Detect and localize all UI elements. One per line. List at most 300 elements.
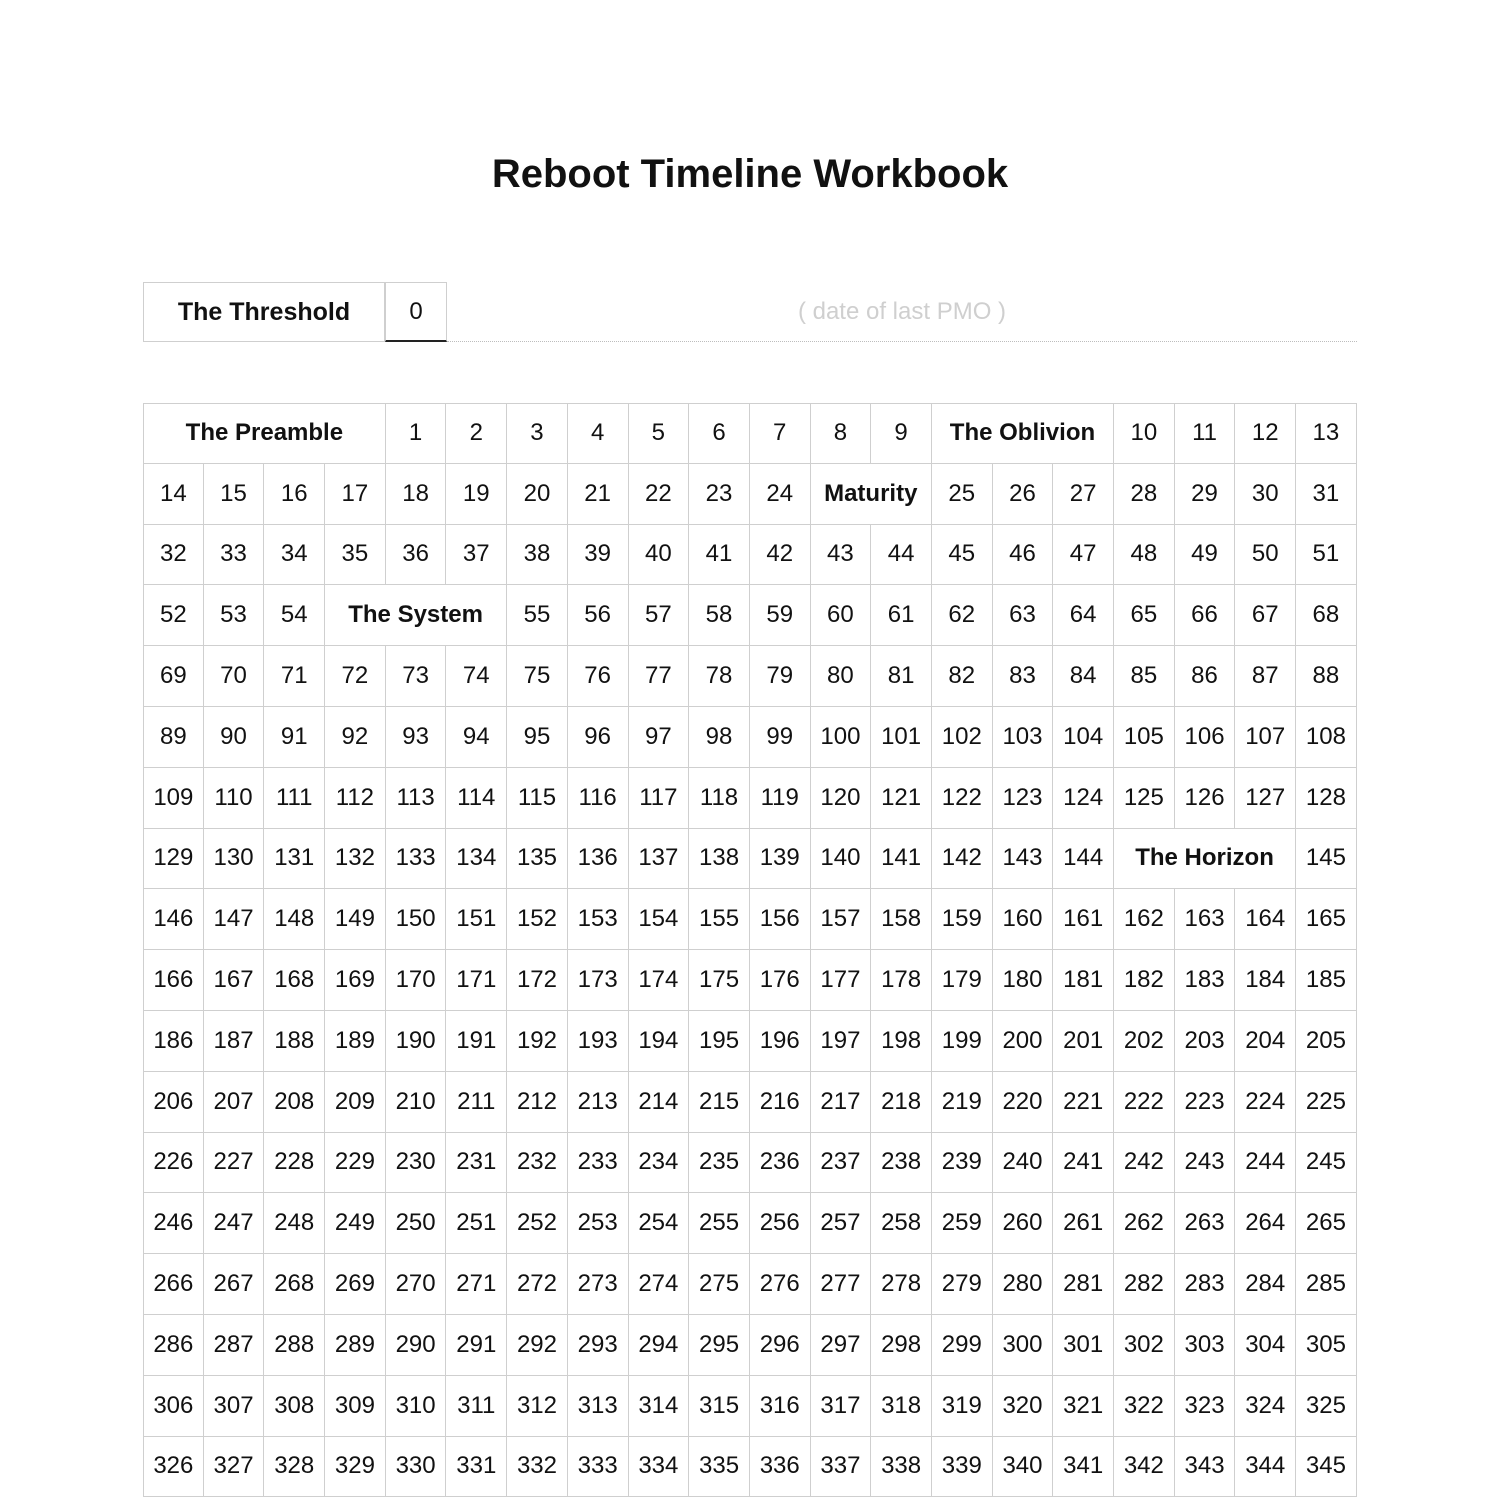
day-cell[interactable]: 154 xyxy=(629,889,690,950)
day-cell[interactable]: 206 xyxy=(143,1072,204,1133)
day-cell[interactable]: 1 xyxy=(386,403,447,464)
day-cell[interactable]: 239 xyxy=(932,1133,993,1194)
day-cell[interactable]: 174 xyxy=(629,950,690,1011)
day-cell[interactable]: 293 xyxy=(568,1315,629,1376)
day-cell[interactable]: 320 xyxy=(993,1376,1054,1437)
day-cell[interactable]: 304 xyxy=(1235,1315,1296,1376)
day-cell[interactable]: 197 xyxy=(811,1011,872,1072)
day-cell[interactable]: 105 xyxy=(1114,707,1175,768)
day-cell[interactable]: 258 xyxy=(871,1193,932,1254)
day-cell[interactable]: 169 xyxy=(325,950,386,1011)
day-cell[interactable]: 173 xyxy=(568,950,629,1011)
day-cell[interactable]: 280 xyxy=(993,1254,1054,1315)
day-cell[interactable]: 323 xyxy=(1175,1376,1236,1437)
day-cell[interactable]: 193 xyxy=(568,1011,629,1072)
day-cell[interactable]: 134 xyxy=(446,829,507,890)
day-cell[interactable]: 267 xyxy=(204,1254,265,1315)
day-cell[interactable]: 165 xyxy=(1296,889,1357,950)
day-cell[interactable]: 64 xyxy=(1053,585,1114,646)
day-cell[interactable]: 118 xyxy=(689,768,750,829)
day-cell[interactable]: 309 xyxy=(325,1376,386,1437)
day-cell[interactable]: 254 xyxy=(629,1193,690,1254)
day-cell[interactable]: 65 xyxy=(1114,585,1175,646)
day-cell[interactable]: 166 xyxy=(143,950,204,1011)
day-cell[interactable]: 83 xyxy=(993,646,1054,707)
day-cell[interactable]: 244 xyxy=(1235,1133,1296,1194)
day-cell[interactable]: 117 xyxy=(629,768,690,829)
day-cell[interactable]: 10 xyxy=(1114,403,1175,464)
day-cell[interactable]: 151 xyxy=(446,889,507,950)
day-cell[interactable]: 336 xyxy=(750,1437,811,1498)
day-cell[interactable]: 150 xyxy=(386,889,447,950)
day-cell[interactable]: 12 xyxy=(1235,403,1296,464)
day-cell[interactable]: 72 xyxy=(325,646,386,707)
day-cell[interactable]: 2 xyxy=(446,403,507,464)
day-cell[interactable]: 152 xyxy=(507,889,568,950)
day-cell[interactable]: 56 xyxy=(568,585,629,646)
day-cell[interactable]: 167 xyxy=(204,950,265,1011)
day-cell[interactable]: 98 xyxy=(689,707,750,768)
day-cell[interactable]: 305 xyxy=(1296,1315,1357,1376)
day-cell[interactable]: 329 xyxy=(325,1437,386,1498)
day-cell[interactable]: 198 xyxy=(871,1011,932,1072)
day-cell[interactable]: 192 xyxy=(507,1011,568,1072)
day-cell[interactable]: 69 xyxy=(143,646,204,707)
day-cell[interactable]: 80 xyxy=(811,646,872,707)
day-cell[interactable]: 268 xyxy=(264,1254,325,1315)
day-cell[interactable]: 233 xyxy=(568,1133,629,1194)
day-cell[interactable]: 164 xyxy=(1235,889,1296,950)
day-cell[interactable]: 30 xyxy=(1235,464,1296,525)
day-cell[interactable]: 240 xyxy=(993,1133,1054,1194)
day-cell[interactable]: 290 xyxy=(386,1315,447,1376)
day-cell[interactable]: 194 xyxy=(629,1011,690,1072)
day-cell[interactable]: 302 xyxy=(1114,1315,1175,1376)
day-cell[interactable]: 209 xyxy=(325,1072,386,1133)
day-cell[interactable]: 144 xyxy=(1053,829,1114,890)
day-cell[interactable]: 6 xyxy=(689,403,750,464)
day-cell[interactable]: 236 xyxy=(750,1133,811,1194)
day-cell[interactable]: 311 xyxy=(446,1376,507,1437)
day-cell[interactable]: 275 xyxy=(689,1254,750,1315)
day-cell[interactable]: 332 xyxy=(507,1437,568,1498)
day-cell[interactable]: 139 xyxy=(750,829,811,890)
day-cell[interactable]: 97 xyxy=(629,707,690,768)
day-cell[interactable]: 303 xyxy=(1175,1315,1236,1376)
day-cell[interactable]: 94 xyxy=(446,707,507,768)
day-cell[interactable]: 99 xyxy=(750,707,811,768)
day-cell[interactable]: 32 xyxy=(143,525,204,586)
day-cell[interactable]: 66 xyxy=(1175,585,1236,646)
day-cell[interactable]: 24 xyxy=(750,464,811,525)
day-cell[interactable]: 184 xyxy=(1235,950,1296,1011)
day-cell[interactable]: 108 xyxy=(1296,707,1357,768)
date-of-last-pmo-field[interactable]: ( date of last PMO ) xyxy=(447,282,1357,342)
day-cell[interactable]: 88 xyxy=(1296,646,1357,707)
day-cell[interactable]: 300 xyxy=(993,1315,1054,1376)
day-cell[interactable]: 259 xyxy=(932,1193,993,1254)
day-cell[interactable]: 285 xyxy=(1296,1254,1357,1315)
day-cell[interactable]: 140 xyxy=(811,829,872,890)
day-cell[interactable]: 337 xyxy=(811,1437,872,1498)
day-cell[interactable]: 70 xyxy=(204,646,265,707)
day-cell[interactable]: 331 xyxy=(446,1437,507,1498)
day-cell[interactable]: 115 xyxy=(507,768,568,829)
day-cell[interactable]: 284 xyxy=(1235,1254,1296,1315)
day-cell[interactable]: 270 xyxy=(386,1254,447,1315)
day-cell[interactable]: 183 xyxy=(1175,950,1236,1011)
day-cell[interactable]: 310 xyxy=(386,1376,447,1437)
day-cell[interactable]: 234 xyxy=(629,1133,690,1194)
day-cell[interactable]: 133 xyxy=(386,829,447,890)
day-cell[interactable]: 26 xyxy=(993,464,1054,525)
day-cell[interactable]: 318 xyxy=(871,1376,932,1437)
day-cell[interactable]: 112 xyxy=(325,768,386,829)
day-cell[interactable]: 42 xyxy=(750,525,811,586)
day-cell[interactable]: 330 xyxy=(386,1437,447,1498)
day-cell[interactable]: 55 xyxy=(507,585,568,646)
day-cell[interactable]: 143 xyxy=(993,829,1054,890)
day-cell[interactable]: 39 xyxy=(568,525,629,586)
day-cell[interactable]: 228 xyxy=(264,1133,325,1194)
day-cell[interactable]: 322 xyxy=(1114,1376,1175,1437)
day-cell[interactable]: 74 xyxy=(446,646,507,707)
day-cell[interactable]: 211 xyxy=(446,1072,507,1133)
day-cell[interactable]: 137 xyxy=(629,829,690,890)
day-cell[interactable]: 9 xyxy=(871,403,932,464)
day-cell[interactable]: 47 xyxy=(1053,525,1114,586)
day-cell[interactable]: 158 xyxy=(871,889,932,950)
day-cell[interactable]: 100 xyxy=(811,707,872,768)
day-cell[interactable]: 242 xyxy=(1114,1133,1175,1194)
day-cell[interactable]: 84 xyxy=(1053,646,1114,707)
day-cell[interactable]: 103 xyxy=(993,707,1054,768)
day-cell[interactable]: 260 xyxy=(993,1193,1054,1254)
day-cell[interactable]: 141 xyxy=(871,829,932,890)
day-cell[interactable]: 257 xyxy=(811,1193,872,1254)
day-cell[interactable]: 60 xyxy=(811,585,872,646)
day-cell[interactable]: 205 xyxy=(1296,1011,1357,1072)
day-cell[interactable]: 82 xyxy=(932,646,993,707)
day-cell[interactable]: 307 xyxy=(204,1376,265,1437)
day-cell[interactable]: 146 xyxy=(143,889,204,950)
day-cell[interactable]: 344 xyxy=(1235,1437,1296,1498)
day-cell[interactable]: 114 xyxy=(446,768,507,829)
day-cell[interactable]: 145 xyxy=(1296,829,1357,890)
day-cell[interactable]: 271 xyxy=(446,1254,507,1315)
day-cell[interactable]: 340 xyxy=(993,1437,1054,1498)
day-cell[interactable]: 325 xyxy=(1296,1376,1357,1437)
day-cell[interactable]: 273 xyxy=(568,1254,629,1315)
day-cell[interactable]: 59 xyxy=(750,585,811,646)
day-cell[interactable]: 48 xyxy=(1114,525,1175,586)
day-cell[interactable]: 107 xyxy=(1235,707,1296,768)
day-cell[interactable]: 317 xyxy=(811,1376,872,1437)
day-cell[interactable]: 130 xyxy=(204,829,265,890)
day-cell[interactable]: 131 xyxy=(264,829,325,890)
day-cell[interactable]: 142 xyxy=(932,829,993,890)
day-cell[interactable]: 106 xyxy=(1175,707,1236,768)
day-cell[interactable]: 188 xyxy=(264,1011,325,1072)
day-cell[interactable]: 57 xyxy=(629,585,690,646)
day-cell[interactable]: 328 xyxy=(264,1437,325,1498)
day-cell[interactable]: 138 xyxy=(689,829,750,890)
day-cell[interactable]: 92 xyxy=(325,707,386,768)
day-cell[interactable]: 297 xyxy=(811,1315,872,1376)
threshold-value[interactable]: 0 xyxy=(385,282,447,342)
day-cell[interactable]: 249 xyxy=(325,1193,386,1254)
day-cell[interactable]: 339 xyxy=(932,1437,993,1498)
day-cell[interactable]: 296 xyxy=(750,1315,811,1376)
day-cell[interactable]: 298 xyxy=(871,1315,932,1376)
day-cell[interactable]: 250 xyxy=(386,1193,447,1254)
day-cell[interactable]: 132 xyxy=(325,829,386,890)
day-cell[interactable]: 46 xyxy=(993,525,1054,586)
day-cell[interactable]: 196 xyxy=(750,1011,811,1072)
day-cell[interactable]: 90 xyxy=(204,707,265,768)
day-cell[interactable]: 95 xyxy=(507,707,568,768)
day-cell[interactable]: 73 xyxy=(386,646,447,707)
day-cell[interactable]: 51 xyxy=(1296,525,1357,586)
day-cell[interactable]: 121 xyxy=(871,768,932,829)
day-cell[interactable]: 20 xyxy=(507,464,568,525)
day-cell[interactable]: 156 xyxy=(750,889,811,950)
day-cell[interactable]: 212 xyxy=(507,1072,568,1133)
day-cell[interactable]: 283 xyxy=(1175,1254,1236,1315)
day-cell[interactable]: 111 xyxy=(264,768,325,829)
day-cell[interactable]: 180 xyxy=(993,950,1054,1011)
day-cell[interactable]: 179 xyxy=(932,950,993,1011)
day-cell[interactable]: 153 xyxy=(568,889,629,950)
day-cell[interactable]: 63 xyxy=(993,585,1054,646)
day-cell[interactable]: 123 xyxy=(993,768,1054,829)
day-cell[interactable]: 292 xyxy=(507,1315,568,1376)
day-cell[interactable]: 147 xyxy=(204,889,265,950)
day-cell[interactable]: 116 xyxy=(568,768,629,829)
day-cell[interactable]: 274 xyxy=(629,1254,690,1315)
day-cell[interactable]: 200 xyxy=(993,1011,1054,1072)
day-cell[interactable]: 102 xyxy=(932,707,993,768)
day-cell[interactable]: 34 xyxy=(264,525,325,586)
day-cell[interactable]: 247 xyxy=(204,1193,265,1254)
day-cell[interactable]: 243 xyxy=(1175,1133,1236,1194)
day-cell[interactable]: 43 xyxy=(811,525,872,586)
day-cell[interactable]: 263 xyxy=(1175,1193,1236,1254)
day-cell[interactable]: 316 xyxy=(750,1376,811,1437)
day-cell[interactable]: 71 xyxy=(264,646,325,707)
day-cell[interactable]: 35 xyxy=(325,525,386,586)
day-cell[interactable]: 110 xyxy=(204,768,265,829)
day-cell[interactable]: 334 xyxy=(629,1437,690,1498)
day-cell[interactable]: 161 xyxy=(1053,889,1114,950)
day-cell[interactable]: 4 xyxy=(568,403,629,464)
day-cell[interactable]: 149 xyxy=(325,889,386,950)
day-cell[interactable]: 264 xyxy=(1235,1193,1296,1254)
day-cell[interactable]: 127 xyxy=(1235,768,1296,829)
day-cell[interactable]: 187 xyxy=(204,1011,265,1072)
day-cell[interactable]: 272 xyxy=(507,1254,568,1315)
day-cell[interactable]: 321 xyxy=(1053,1376,1114,1437)
day-cell[interactable]: 14 xyxy=(143,464,204,525)
day-cell[interactable]: 113 xyxy=(386,768,447,829)
day-cell[interactable]: 109 xyxy=(143,768,204,829)
day-cell[interactable]: 291 xyxy=(446,1315,507,1376)
day-cell[interactable]: 253 xyxy=(568,1193,629,1254)
day-cell[interactable]: 21 xyxy=(568,464,629,525)
day-cell[interactable]: 213 xyxy=(568,1072,629,1133)
day-cell[interactable]: 38 xyxy=(507,525,568,586)
day-cell[interactable]: 343 xyxy=(1175,1437,1236,1498)
day-cell[interactable]: 312 xyxy=(507,1376,568,1437)
day-cell[interactable]: 62 xyxy=(932,585,993,646)
day-cell[interactable]: 44 xyxy=(871,525,932,586)
day-cell[interactable]: 171 xyxy=(446,950,507,1011)
day-cell[interactable]: 87 xyxy=(1235,646,1296,707)
day-cell[interactable]: 308 xyxy=(264,1376,325,1437)
day-cell[interactable]: 93 xyxy=(386,707,447,768)
day-cell[interactable]: 207 xyxy=(204,1072,265,1133)
day-cell[interactable]: 294 xyxy=(629,1315,690,1376)
day-cell[interactable]: 128 xyxy=(1296,768,1357,829)
day-cell[interactable]: 36 xyxy=(386,525,447,586)
day-cell[interactable]: 299 xyxy=(932,1315,993,1376)
day-cell[interactable]: 238 xyxy=(871,1133,932,1194)
day-cell[interactable]: 282 xyxy=(1114,1254,1175,1315)
day-cell[interactable]: 45 xyxy=(932,525,993,586)
day-cell[interactable]: 33 xyxy=(204,525,265,586)
day-cell[interactable]: 160 xyxy=(993,889,1054,950)
day-cell[interactable]: 119 xyxy=(750,768,811,829)
day-cell[interactable]: 248 xyxy=(264,1193,325,1254)
day-cell[interactable]: 195 xyxy=(689,1011,750,1072)
day-cell[interactable]: 5 xyxy=(629,403,690,464)
day-cell[interactable]: 124 xyxy=(1053,768,1114,829)
day-cell[interactable]: 203 xyxy=(1175,1011,1236,1072)
day-cell[interactable]: 256 xyxy=(750,1193,811,1254)
day-cell[interactable]: 229 xyxy=(325,1133,386,1194)
day-cell[interactable]: 202 xyxy=(1114,1011,1175,1072)
day-cell[interactable]: 279 xyxy=(932,1254,993,1315)
day-cell[interactable]: 288 xyxy=(264,1315,325,1376)
day-cell[interactable]: 313 xyxy=(568,1376,629,1437)
day-cell[interactable]: 89 xyxy=(143,707,204,768)
day-cell[interactable]: 246 xyxy=(143,1193,204,1254)
day-cell[interactable]: 281 xyxy=(1053,1254,1114,1315)
day-cell[interactable]: 314 xyxy=(629,1376,690,1437)
day-cell[interactable]: 75 xyxy=(507,646,568,707)
day-cell[interactable]: 215 xyxy=(689,1072,750,1133)
day-cell[interactable]: 338 xyxy=(871,1437,932,1498)
day-cell[interactable]: 129 xyxy=(143,829,204,890)
day-cell[interactable]: 230 xyxy=(386,1133,447,1194)
day-cell[interactable]: 23 xyxy=(689,464,750,525)
day-cell[interactable]: 176 xyxy=(750,950,811,1011)
day-cell[interactable]: 28 xyxy=(1114,464,1175,525)
day-cell[interactable]: 16 xyxy=(264,464,325,525)
day-cell[interactable]: 85 xyxy=(1114,646,1175,707)
day-cell[interactable]: 157 xyxy=(811,889,872,950)
day-cell[interactable]: 262 xyxy=(1114,1193,1175,1254)
day-cell[interactable]: 178 xyxy=(871,950,932,1011)
day-cell[interactable]: 29 xyxy=(1175,464,1236,525)
day-cell[interactable]: 27 xyxy=(1053,464,1114,525)
day-cell[interactable]: 68 xyxy=(1296,585,1357,646)
day-cell[interactable]: 255 xyxy=(689,1193,750,1254)
day-cell[interactable]: 22 xyxy=(629,464,690,525)
day-cell[interactable]: 40 xyxy=(629,525,690,586)
day-cell[interactable]: 17 xyxy=(325,464,386,525)
day-cell[interactable]: 49 xyxy=(1175,525,1236,586)
day-cell[interactable]: 208 xyxy=(264,1072,325,1133)
day-cell[interactable]: 241 xyxy=(1053,1133,1114,1194)
day-cell[interactable]: 210 xyxy=(386,1072,447,1133)
day-cell[interactable]: 7 xyxy=(750,403,811,464)
day-cell[interactable]: 135 xyxy=(507,829,568,890)
day-cell[interactable]: 86 xyxy=(1175,646,1236,707)
day-cell[interactable]: 265 xyxy=(1296,1193,1357,1254)
day-cell[interactable]: 327 xyxy=(204,1437,265,1498)
day-cell[interactable]: 172 xyxy=(507,950,568,1011)
day-cell[interactable]: 125 xyxy=(1114,768,1175,829)
day-cell[interactable]: 251 xyxy=(446,1193,507,1254)
day-cell[interactable]: 191 xyxy=(446,1011,507,1072)
day-cell[interactable]: 225 xyxy=(1296,1072,1357,1133)
day-cell[interactable]: 218 xyxy=(871,1072,932,1133)
day-cell[interactable]: 216 xyxy=(750,1072,811,1133)
day-cell[interactable]: 221 xyxy=(1053,1072,1114,1133)
day-cell[interactable]: 96 xyxy=(568,707,629,768)
day-cell[interactable]: 326 xyxy=(143,1437,204,1498)
day-cell[interactable]: 76 xyxy=(568,646,629,707)
day-cell[interactable]: 276 xyxy=(750,1254,811,1315)
day-cell[interactable]: 162 xyxy=(1114,889,1175,950)
day-cell[interactable]: 186 xyxy=(143,1011,204,1072)
day-cell[interactable]: 175 xyxy=(689,950,750,1011)
day-cell[interactable]: 155 xyxy=(689,889,750,950)
day-cell[interactable]: 324 xyxy=(1235,1376,1296,1437)
day-cell[interactable]: 319 xyxy=(932,1376,993,1437)
day-cell[interactable]: 214 xyxy=(629,1072,690,1133)
day-cell[interactable]: 53 xyxy=(204,585,265,646)
day-cell[interactable]: 287 xyxy=(204,1315,265,1376)
day-cell[interactable]: 126 xyxy=(1175,768,1236,829)
day-cell[interactable]: 345 xyxy=(1296,1437,1357,1498)
day-cell[interactable]: 231 xyxy=(446,1133,507,1194)
day-cell[interactable]: 25 xyxy=(932,464,993,525)
day-cell[interactable]: 342 xyxy=(1114,1437,1175,1498)
day-cell[interactable]: 235 xyxy=(689,1133,750,1194)
day-cell[interactable]: 78 xyxy=(689,646,750,707)
day-cell[interactable]: 8 xyxy=(811,403,872,464)
day-cell[interactable]: 341 xyxy=(1053,1437,1114,1498)
day-cell[interactable]: 201 xyxy=(1053,1011,1114,1072)
day-cell[interactable]: 237 xyxy=(811,1133,872,1194)
day-cell[interactable]: 15 xyxy=(204,464,265,525)
day-cell[interactable]: 185 xyxy=(1296,950,1357,1011)
day-cell[interactable]: 286 xyxy=(143,1315,204,1376)
day-cell[interactable]: 11 xyxy=(1175,403,1236,464)
day-cell[interactable]: 232 xyxy=(507,1133,568,1194)
day-cell[interactable]: 219 xyxy=(932,1072,993,1133)
day-cell[interactable]: 182 xyxy=(1114,950,1175,1011)
day-cell[interactable]: 19 xyxy=(446,464,507,525)
day-cell[interactable]: 67 xyxy=(1235,585,1296,646)
day-cell[interactable]: 335 xyxy=(689,1437,750,1498)
day-cell[interactable]: 52 xyxy=(143,585,204,646)
day-cell[interactable]: 148 xyxy=(264,889,325,950)
day-cell[interactable]: 79 xyxy=(750,646,811,707)
day-cell[interactable]: 181 xyxy=(1053,950,1114,1011)
